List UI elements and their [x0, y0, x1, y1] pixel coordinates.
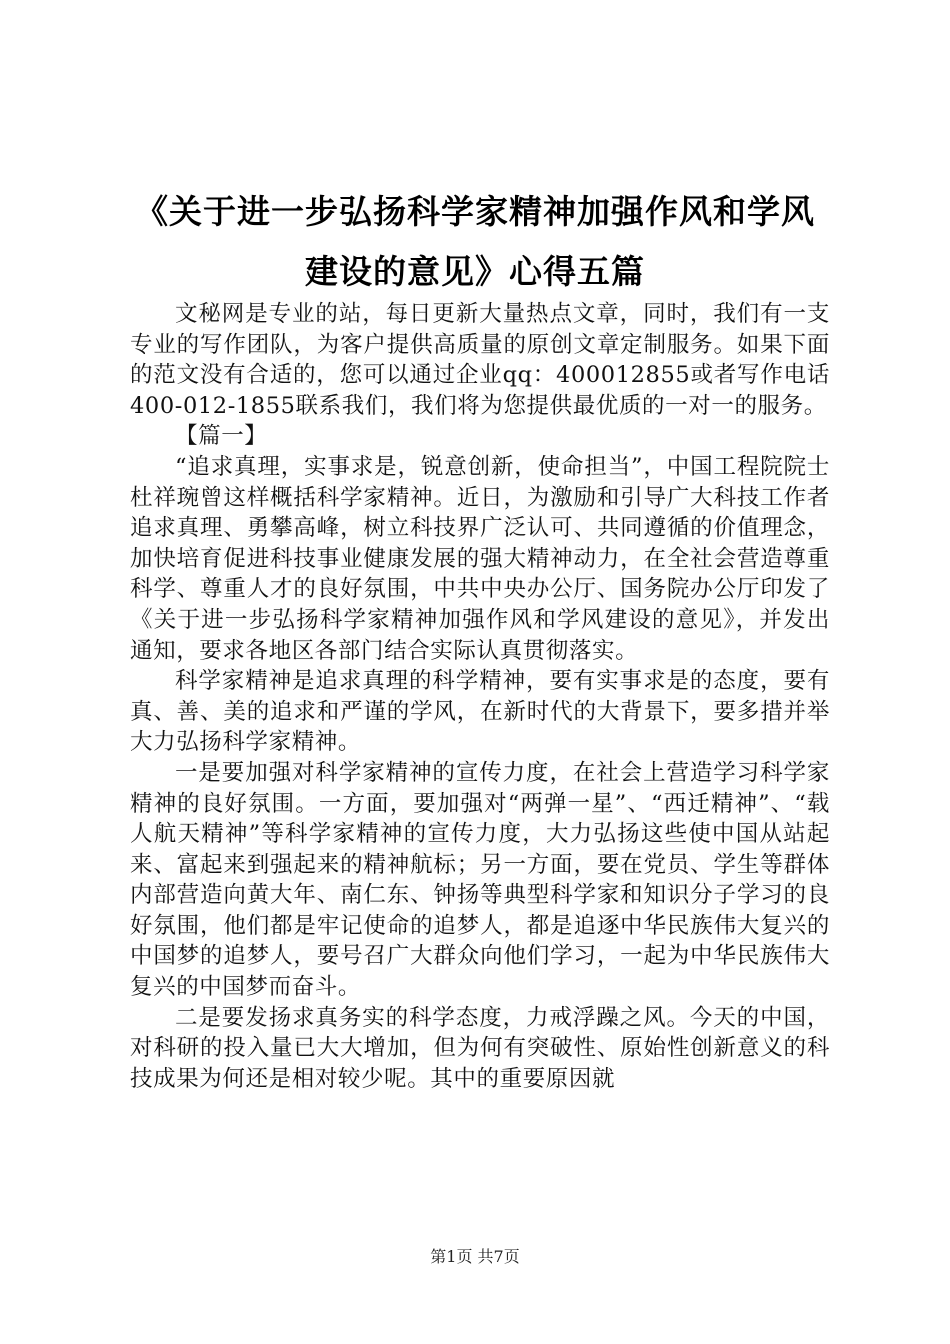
- body-paragraph: 二是要发扬求真务实的科学态度，力戒浮躁之风。今天的中国，对科研的投入量已大大增加，但为何有突破性、原始性创新意义的科技成果为何还是相对较少呢。其中的重要原因就: [130, 1004, 830, 1092]
- title-line-2: 建设的意见》心得五篇: [305, 252, 645, 291]
- body-paragraph: 一是要加强对科学家精神的宣传力度，在社会上营造学习科学家精神的良好氛围。一方面，要加强对“两弹一星”、“西迁精神”、“载人航天精神”等科学家精神的宣传力度，大力弘扬这些使中国从站起来、富起来到强起来的精神航标；另一方面，要在党员、学生等群体内部营造向黄大年、南仁东、钟扬等典型科学家和知识分子学习的良好氛围，他们都是牢记使命的追梦人，都是追逐中华民族伟大复兴的中国梦的追梦人，要号召广大群众向他们学习，一起为中华民族伟大复兴的中国梦而奋斗。: [130, 759, 830, 1001]
- intro-paragraph: 文秘网是专业的站，每日更新大量热点文章，同时，我们有一支专业的写作团队，为客户提供高质量的原创文章定制服务。如果下面的范文没有合适的，您可以通过企业qq：400012855或者写作电话400-012-1855联系我们，我们将为您提供最优质的一对一的服务。: [130, 301, 830, 419]
- title-line-1: 《关于进一步弘扬科学家精神加强作风和学风: [135, 192, 815, 231]
- section-heading: 【篇一】: [175, 423, 268, 450]
- document-title: [118, 182, 832, 302]
- document-body: [130, 299, 830, 1094]
- body-paragraph: 科学家精神是追求真理的科学精神，要有实事求是的态度，要有真、善、美的追求和严谨的学风，在新时代的大背景下，要多措并举大力弘扬科学家精神。: [130, 668, 830, 756]
- page-footer: 第1页 共7页: [430, 1247, 520, 1266]
- body-paragraph: “追求真理，实事求是，锐意创新，使命担当”，中国工程院院士杜祥琬曾这样概括科学家精神。近日，为激励和引导广大科技工作者追求真理、勇攀高峰，树立科技界广泛认可、共同遵循的价值理念，加快培育促进科技事业健康发展的强大精神动力，在全社会营造尊重科学、尊重人才的良好氛围，中共中央办公厅、国务院办公厅印发了《关于进一步弘扬科学家精神加强作风和学风建设的意见》，并发出通知，要求各地区各部门结合实际认真贯彻落实。: [130, 453, 830, 664]
